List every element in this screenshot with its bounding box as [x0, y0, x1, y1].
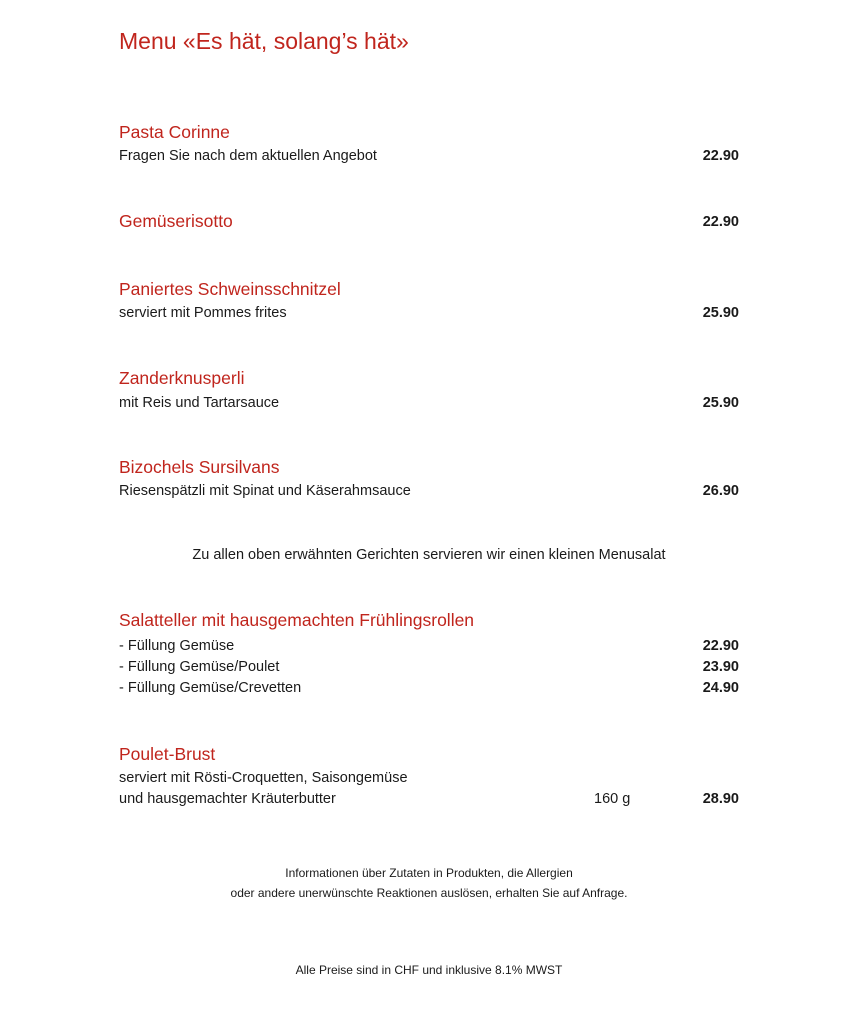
- dish-name-schweinsschnitzel: Paniertes Schweinsschnitzel: [119, 279, 341, 299]
- allergy-note-line2: oder andere unerwünschte Reaktionen auslösen, erhalten Sie auf Anfrage.: [230, 886, 628, 900]
- dish-name-zanderknusperli: Zanderknusperli: [119, 368, 245, 388]
- dish-description-zanderknusperli: mit Reis und Tartarsauce: [119, 395, 280, 411]
- dish-price-bizochels: 26.90: [702, 483, 739, 499]
- dish-name-pasta-corinne: Pasta Corinne: [119, 122, 230, 142]
- dish-name-salatteller: Salatteller mit hausgemachten Frühlingsrollen: [119, 610, 475, 630]
- dish-description-pasta-corinne: Fragen Sie nach dem aktuellen Angebot: [119, 148, 377, 164]
- dish-price-poulet: 28.90: [702, 791, 739, 807]
- dish-description-schweinsschnitzel: serviert mit Pommes frites: [119, 305, 287, 321]
- dish-price-gemueserisotto: 22.90: [702, 214, 739, 230]
- dish-price-zanderknusperli: 25.90: [702, 395, 739, 411]
- salad-option-gemuese: - Füllung Gemüse: [119, 638, 235, 654]
- salad-option-price-crevetten: 24.90: [702, 680, 739, 696]
- dish-name-bizochels: Bizochels Sursilvans: [119, 457, 280, 477]
- salad-option-crevetten: - Füllung Gemüse/Crevetten: [119, 680, 302, 696]
- dish-name-poulet-brust: Poulet-Brust: [119, 744, 216, 764]
- dish-weight-poulet: 160 g: [594, 791, 631, 807]
- dish-price-pasta-corinne: 22.90: [702, 148, 739, 164]
- dish-description-bizochels: Riesenspätzli mit Spinat und Käserahmsauce: [119, 483, 411, 499]
- price-note: Alle Preise sind in CHF und inklusive 8.1% MWST: [295, 963, 563, 977]
- salad-option-poulet: - Füllung Gemüse/Poulet: [119, 659, 280, 675]
- dish-description-poulet-line1: serviert mit Rösti-Croquetten, Saisongemüse: [119, 770, 408, 786]
- dish-price-schweinsschnitzel: 25.90: [702, 305, 739, 321]
- menu-title: Menu «Es hät, solang’s hät»: [119, 28, 409, 54]
- dish-description-poulet-line2: und hausgemachter Kräuterbutter: [119, 791, 336, 807]
- salad-option-price-poulet: 23.90: [702, 659, 739, 675]
- dish-name-gemueserisotto: Gemüserisotto: [119, 211, 233, 231]
- salad-option-price-gemuese: 22.90: [702, 638, 739, 654]
- salad-note: Zu allen oben erwähnten Gerichten servieren wir einen kleinen Menusalat: [192, 547, 666, 563]
- allergy-note-line1: Informationen über Zutaten in Produkten, die Allergien: [285, 866, 573, 880]
